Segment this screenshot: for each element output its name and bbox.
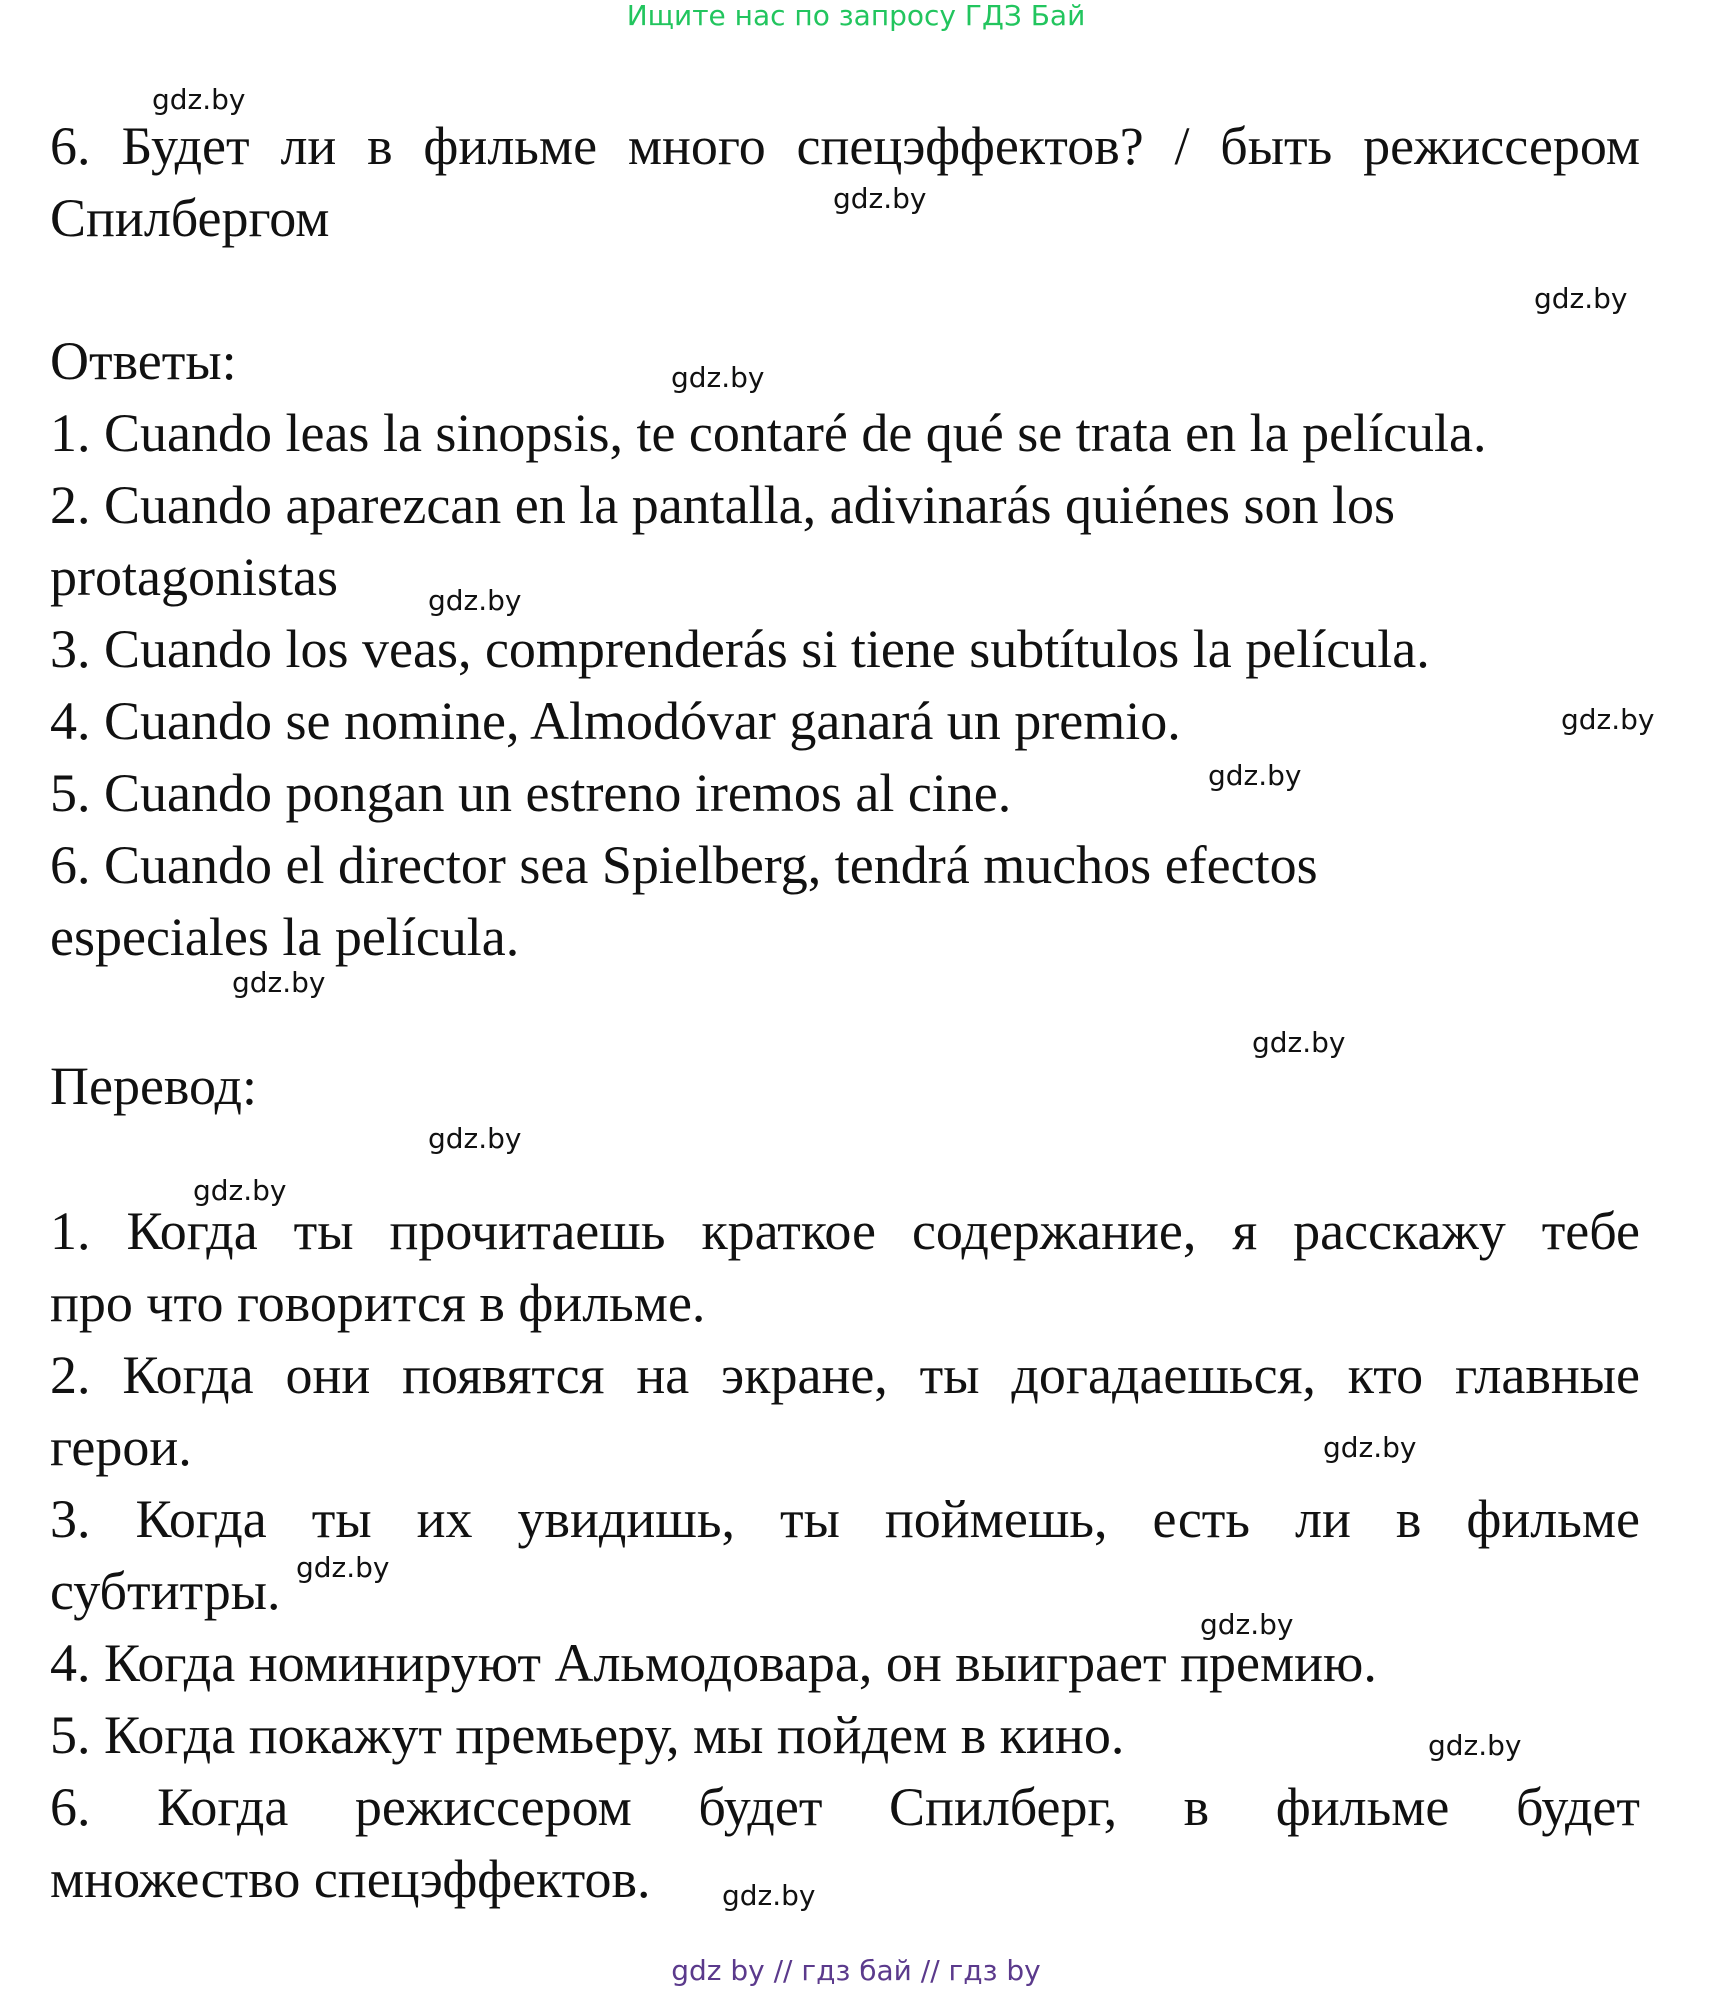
watermark: gdz.by xyxy=(1561,703,1655,736)
question-line-1: 6. Будет ли в фильме много спецэффектов? / быть режиссером xyxy=(50,116,1640,176)
watermark: gdz.by xyxy=(833,182,927,215)
question-line-2: Спилбергом xyxy=(50,188,330,248)
watermark: gdz.by xyxy=(296,1551,390,1584)
translation-line: множество спецэффектов. xyxy=(50,1849,651,1909)
translation-line: 3. Когда ты их увидишь, ты поймешь, есть ли в фильме xyxy=(50,1489,1640,1549)
translation-line: 2. Когда они появятся на экране, ты догадаешься, кто главные xyxy=(50,1345,1640,1405)
watermark: gdz.by xyxy=(232,966,326,999)
answer-line: 3. Cuando los veas, comprenderás si tiene subtítulos la película. xyxy=(50,619,1430,679)
watermark: gdz.by xyxy=(1534,282,1628,315)
watermark: gdz.by xyxy=(1252,1026,1346,1059)
answer-line: 4. Cuando se nomine, Almodóvar ganará un premio. xyxy=(50,691,1181,751)
watermark: gdz.by xyxy=(722,1879,816,1912)
answer-line: 6. Cuando el director sea Spielberg, tendrá muchos efectos xyxy=(50,835,1318,895)
translation-line: субтитры. xyxy=(50,1561,281,1621)
watermark: gdz.by xyxy=(428,584,522,617)
translation-line: про что говорится в фильме. xyxy=(50,1273,706,1333)
watermark: gdz.by xyxy=(1208,759,1302,792)
translation-line: 1. Когда ты прочитаешь краткое содержание, я расскажу тебе xyxy=(50,1201,1640,1261)
answer-line: especiales la película. xyxy=(50,907,520,967)
search-banner: Ищите нас по запросу ГДЗ Бай xyxy=(626,0,1086,32)
watermark: gdz.by xyxy=(152,83,246,116)
translation-line: 6. Когда режиссером будет Спилберг, в фильме будет xyxy=(50,1777,1640,1837)
translation-line: 4. Когда номинируют Альмодовара, он выиграет премию. xyxy=(50,1633,1377,1693)
translation-heading: Перевод: xyxy=(50,1056,257,1116)
footer-links: gdz by // гдз бай // гдз by xyxy=(671,1954,1041,1987)
watermark: gdz.by xyxy=(1200,1608,1294,1641)
watermark: gdz.by xyxy=(671,361,765,394)
translation-line: герои. xyxy=(50,1417,192,1477)
watermark: gdz.by xyxy=(193,1174,287,1207)
translation-line: 5. Когда покажут премьеру, мы пойдем в кино. xyxy=(50,1705,1125,1765)
watermark: gdz.by xyxy=(428,1122,522,1155)
answers-heading: Ответы: xyxy=(50,331,237,391)
answer-line: protagonistas xyxy=(50,547,338,607)
watermark: gdz.by xyxy=(1428,1729,1522,1762)
watermark: gdz.by xyxy=(1323,1431,1417,1464)
answer-line: 5. Cuando pongan un estreno iremos al cine. xyxy=(50,763,1012,823)
answer-line: 2. Cuando aparezcan en la pantalla, adivinarás quiénes son los xyxy=(50,475,1396,535)
answer-line: 1. Cuando leas la sinopsis, te contaré de qué se trata en la película. xyxy=(50,403,1487,463)
